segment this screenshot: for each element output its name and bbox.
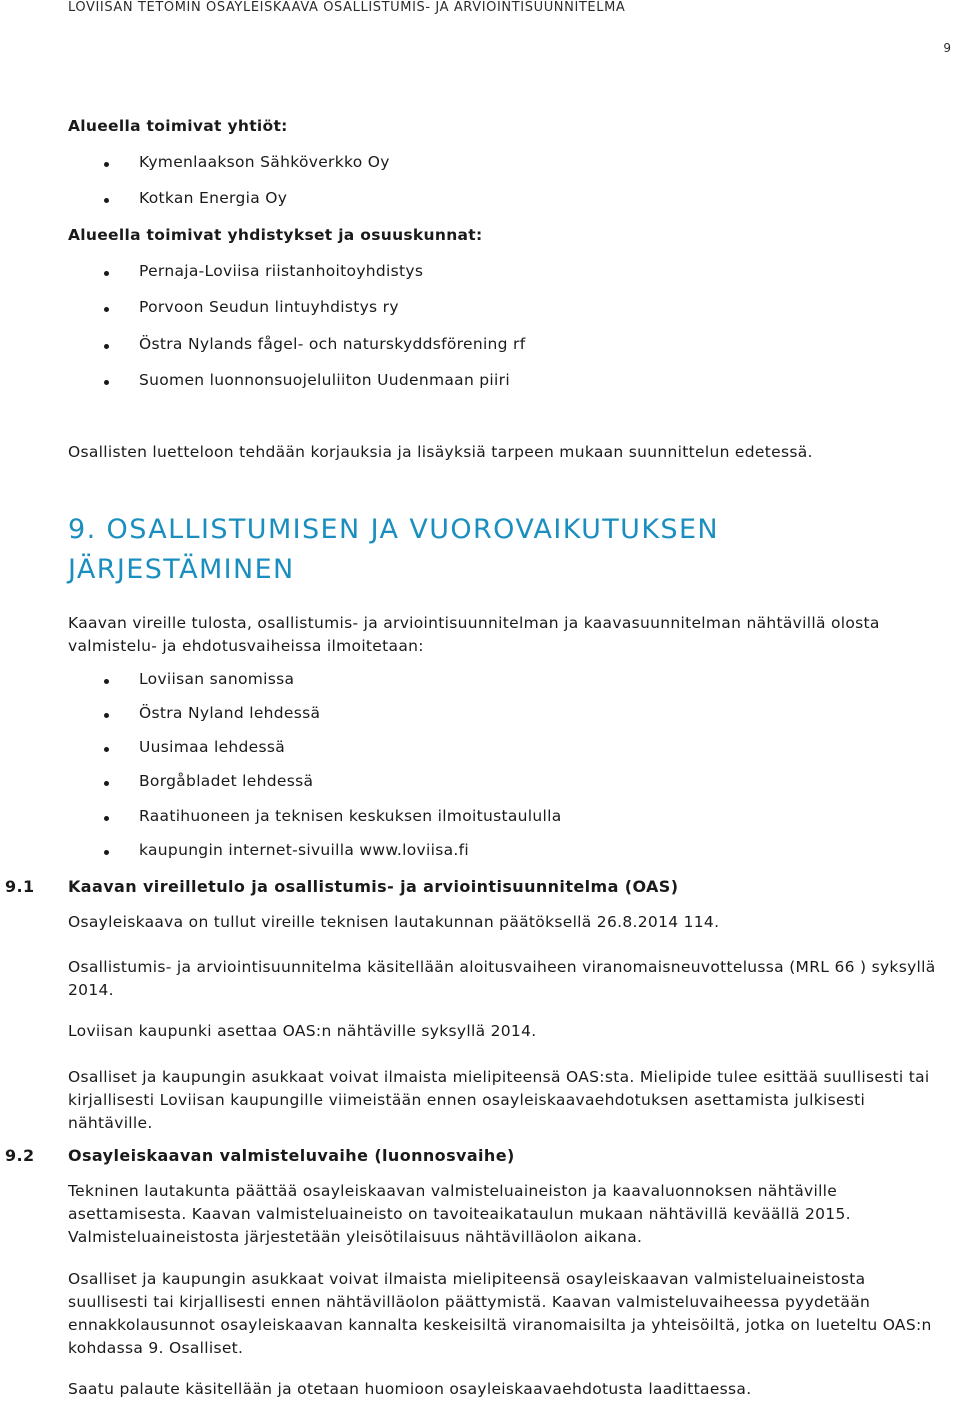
bullet-icon	[104, 781, 109, 786]
section-title: Osayleiskaavan valmisteluvaihe (luonnosvaihe)	[68, 1146, 515, 1165]
section-9-title-line1: 9. OSALLISTUMISEN JA VUOROVAIKUTUKSEN	[68, 514, 720, 545]
section-9-title-line2: JÄRJESTÄMINEN	[68, 554, 295, 585]
running-header: LOVIISAN TETOMIN OSAYLEISKAAVA OSALLISTUMIS- JA ARVIOINTISUUNNITELMA	[68, 0, 626, 15]
bullet-icon	[104, 271, 109, 276]
section-9-intro: Kaavan vireille tulosta, osallistumis- ja arviointisuunnitelman ja kaavasuunnitelman nähtävillä olosta valmistelu- ja ehdotusvaiheissa ilmoitetaan:	[68, 614, 880, 655]
section-9-1-p4: Osalliset ja kaupungin asukkaat voivat ilmaista mielipiteensä OAS:sta. Mielipide tulee esittää suullisesti tai kirjallisesti Loviisan kaupungille viimeistään ennen osayleiskaavaehdotuksen asettamista julkisesti nähtäville.	[68, 1068, 930, 1132]
section-9-1-p2: Osallistumis- ja arviointisuunnitelma käsitellään aloitusvaiheen viranomaisneuvottelussa (MRL 66 ) syksyllä 2014.	[68, 958, 936, 999]
section-9-2-p2: Osalliset ja kaupungin asukkaat voivat ilmaista mielipiteensä osayleiskaavan valmisteluaineistosta suullisesti tai kirjallisesti ennen nähtävilläolon päättymistä. Kaavan valmisteluvaiheessa pyydetään ennakkolausunnot osayleiskaavan kannalta keskeisiltä viranomaisilta ja yhteisöiltä, jotka on lueteltu OAS:n kohdassa 9. Osalliset.	[68, 1270, 932, 1357]
section-9-1-p1: Osayleiskaava on tullut vireille teknisen lautakunnan päätöksellä 26.8.2014 114.	[68, 913, 720, 931]
page-number: 9	[943, 41, 951, 55]
associations-heading: Alueella toimivat yhdistykset ja osuuskunnat:	[68, 226, 483, 244]
section-9-title	[68, 510, 719, 590]
bullet-icon	[104, 307, 109, 312]
bullet-icon	[104, 380, 109, 385]
section-9-2-p3: Saatu palaute käsitellään ja otetaan huomioon osayleiskaavaehdotusta laadittaessa.	[68, 1380, 752, 1398]
section-9-1-p3: Loviisan kaupunki asettaa OAS:n nähtäville syksyllä 2014.	[68, 1022, 537, 1040]
bullet-icon	[104, 816, 109, 821]
section-title: Kaavan vireilletulo ja osallistumis- ja arviointisuunnitelma (OAS)	[68, 877, 679, 896]
bullet-icon	[104, 679, 109, 684]
bullet-icon	[104, 198, 109, 203]
companies-heading: Alueella toimivat yhtiöt:	[68, 117, 288, 135]
section-9-2-p1: Tekninen lautakunta päättää osayleiskaavan valmisteluaineiston ja kaavaluonnoksen nähtäville asettamisesta. Kaavan valmisteluaineisto on tavoiteaikataulun mukaan nähtävillä keväällä 2015. Valmisteluaineistosta järjestetään yleisötilaisuus nähtävilläolon aikana.	[68, 1182, 851, 1246]
bullet-icon	[104, 713, 109, 718]
section-number: 9.2	[5, 1146, 35, 1165]
bullet-icon	[104, 344, 109, 349]
bullet-icon	[104, 747, 109, 752]
section-number: 9.1	[5, 877, 35, 896]
bullet-icon	[104, 162, 109, 167]
correction-note: Osallisten luetteloon tehdään korjauksia ja lisäyksiä tarpeen mukaan suunnittelun edetessä.	[68, 443, 813, 461]
bullet-icon	[104, 850, 109, 855]
